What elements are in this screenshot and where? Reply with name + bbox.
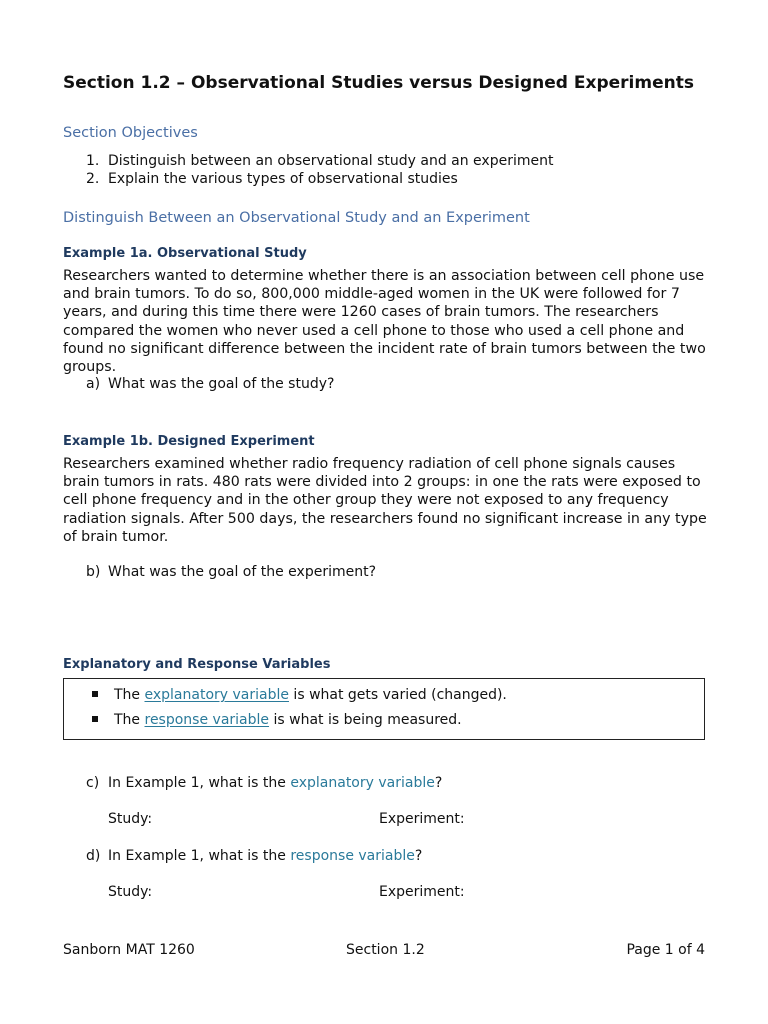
example-1a-text: Researchers wanted to determine whether there is an association between cell phone use and brain tumors. To do so, 800,000 middle-aged women in the UK were followed for 7 years, and during this time there were 1260 cases of brain tumors. The researchers compared the women who never used a cell phone to those who used a cell phone and found no significant difference between the incident rate of brain tumors between the two groups.	[63, 268, 706, 376]
example-1b-text: Researchers examined whether radio frequency radiation of cell phone signals causes brain tumors in rats. 480 rats were divided into 2 groups: in one the rats were exposed to cell phone frequency and in the other group they were not exposed to any frequency radiation signals. After 500 days, the researchers found no significant increase in any type of brain tumor.	[63, 456, 707, 545]
question-b: b) What was the goal of the experiment?	[86, 564, 377, 580]
section-heading: Distinguish Between an Observational Study and an Experiment	[63, 210, 530, 226]
objective-item: 2. Explain the various types of observational studies	[86, 171, 458, 187]
study-answer-label: Study:	[108, 811, 153, 827]
experiment-answer-label: Experiment:	[379, 811, 465, 827]
bullet-icon	[92, 691, 98, 697]
definition-explanatory: The explanatory variable is what gets varied (changed).	[92, 687, 507, 703]
definitions-box	[63, 678, 705, 740]
question-d: d) In Example 1, what is the response variable?	[86, 848, 423, 864]
objective-item: 1. Distinguish between an observational study and an experiment	[86, 153, 554, 169]
definition-response: The response variable is what is being measured.	[92, 712, 462, 728]
experiment-answer-label: Experiment:	[379, 884, 465, 900]
footer-left: Sanborn MAT 1260	[63, 942, 195, 958]
example-1b-heading: Example 1b. Designed Experiment	[63, 434, 315, 449]
response-variable-term: response variable	[144, 712, 270, 728]
variables-heading: Explanatory and Response Variables	[63, 657, 331, 672]
footer-page-number: Page 1 of 4	[626, 942, 705, 958]
example-1a-heading: Example 1a. Observational Study	[63, 246, 307, 261]
page-title: Section 1.2 – Observational Studies versus Designed Experiments	[63, 73, 694, 93]
objectives-heading: Section Objectives	[63, 125, 198, 141]
bullet-icon	[92, 716, 98, 722]
question-a: a) What was the goal of the study?	[86, 376, 335, 392]
study-answer-label: Study:	[108, 884, 153, 900]
footer-center: Section 1.2	[346, 942, 425, 958]
objectives-list	[86, 152, 553, 188]
question-c: c) In Example 1, what is the explanatory variable?	[86, 775, 443, 791]
explanatory-variable-term: explanatory variable	[144, 687, 289, 703]
